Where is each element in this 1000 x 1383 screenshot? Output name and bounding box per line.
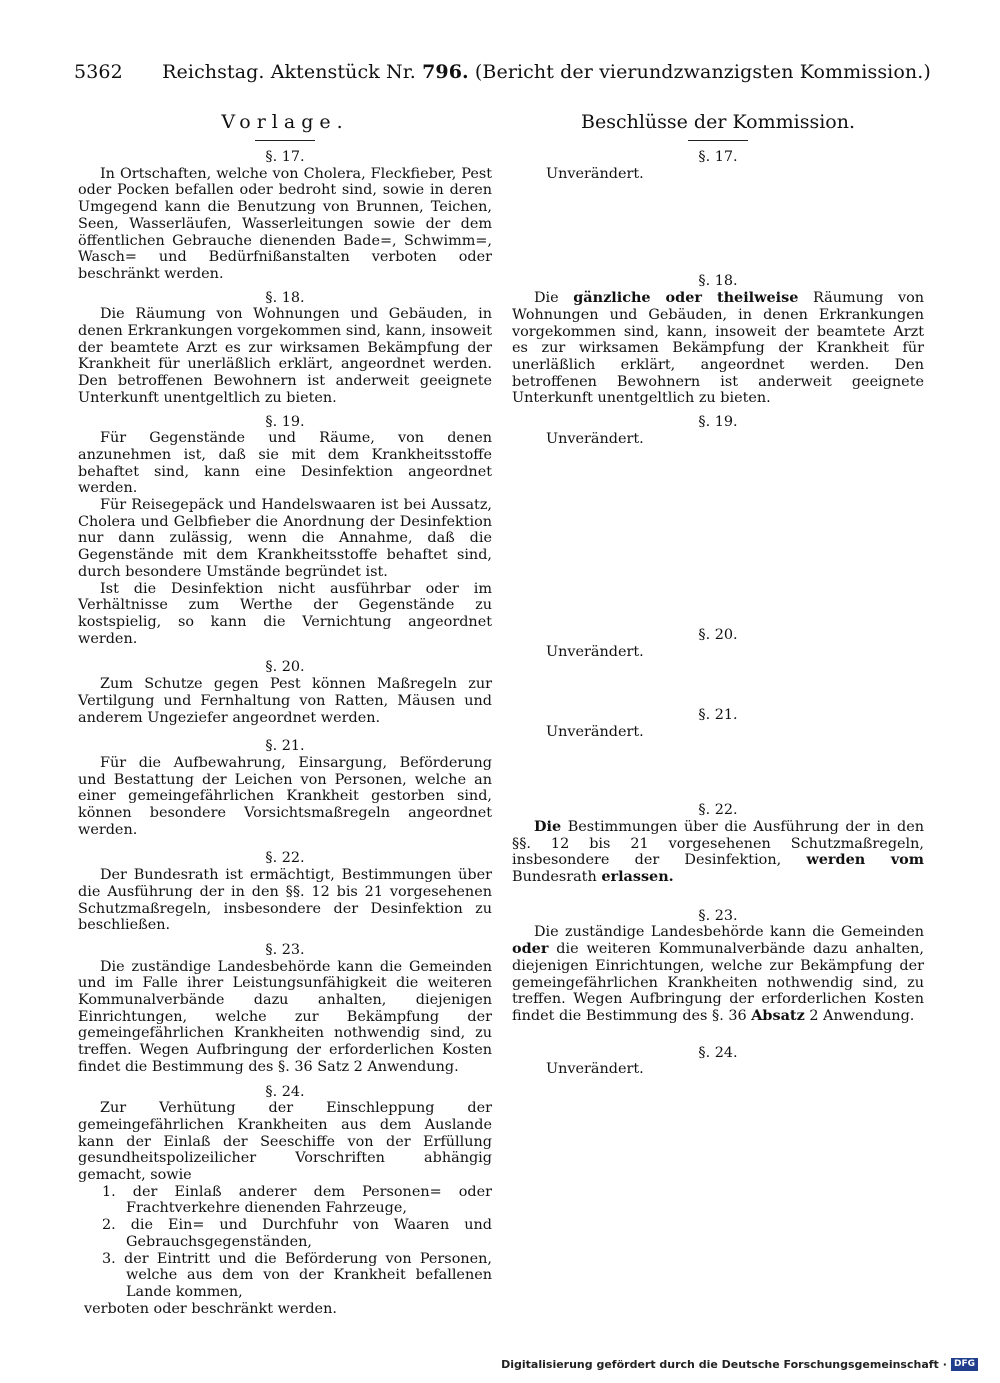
section-heading: §. 18.: [698, 273, 738, 290]
right-section-22: [512, 802, 924, 886]
right-section-21: [512, 707, 924, 740]
section-text: Für Gegenstände und Räume, von denen anzunehmen ist, daß sie mit dem Krankheitsstoffe behaftet sind, kann eine Desinfektion angeordnet werden.: [78, 430, 492, 497]
section-text: In Ortschaften, welche von Cholera, Fleckfieber, Pest oder Pocken befallen oder bedroht sind, sowie in deren Umgegend kann die Benutzung von Brunnen, Teichen, Seen, Wasserläufen, Wasserleitungen sowie der dem öffentlichen Gebrauche dienenden Bade=, Schwimm=, Wasch= und Bedürfnißanstalten verboten oder beschränkt werden.: [78, 165, 492, 282]
section-text: [512, 924, 924, 1024]
list-item: 2. die Ein= und Durchfuhr von Waaren und Gebrauchsgegenständen,: [102, 1217, 492, 1250]
section-heading: §. 19.: [698, 414, 738, 431]
amendment-bold: erlassen.: [601, 868, 674, 886]
section-heading: §. 24.: [265, 1083, 305, 1100]
section-text: Für Reisegepäck und Handelswaaren ist bei Aussatz, Cholera und Gelbfieber die Anordnung der Desinfektion nur dann zulässig, wenn die Annahme, daß die Gegenstände mit dem Krankheitsstoffe behaftet sind, durch besondere Umstände begründet ist.: [78, 497, 492, 580]
list-item: 3. der Eintritt und die Beförderung von Personen, welche aus dem von der Krankheit befallenen Lande kommen,: [102, 1250, 492, 1300]
left-section-21: [78, 738, 492, 838]
right-section-19: [512, 414, 924, 447]
text-run: 2 Anwendung.: [809, 1007, 915, 1024]
unchanged-note: Unverändert.: [546, 430, 644, 447]
section-heading: §. 21.: [265, 738, 305, 755]
section-text: [512, 819, 924, 886]
left-section-17: [78, 149, 492, 283]
left-section-19: [78, 414, 492, 648]
section-heading: §. 18.: [265, 289, 305, 306]
section-heading: §. 22.: [698, 802, 738, 819]
unchanged-note: Unverändert.: [546, 165, 644, 182]
right-section-20: [512, 627, 924, 660]
page-number: 5362: [74, 61, 123, 83]
section-list: [78, 1184, 492, 1301]
left-column-title: Vorlage.: [221, 111, 349, 133]
right-section-23: [512, 908, 924, 1025]
dfg-logo-icon: DFG: [951, 1358, 978, 1371]
section-heading: §. 21.: [698, 706, 738, 723]
section-text: Die Räumung von Wohnungen und Gebäuden, in denen Erkrankungen vorgekommen sind, kann, insoweit der beamtete Arzt es zur wirksamen Bekämpfung der Krankheit für unerläßlich erklärt, angeordnet werden. Den betroffenen Bewohnern ist anderweit geeignete Unterkunft unentgeltlich zu bieten.: [78, 306, 492, 406]
left-column-vorlage: [78, 110, 492, 1317]
list-item: 1. der Einlaß anderer dem Personen= oder Frachtverkehre dienenden Fahrzeuge,: [102, 1183, 492, 1217]
section-heading: §. 22.: [265, 850, 305, 867]
left-section-18: [78, 290, 492, 407]
section-text: Der Bundesrath ist ermächtigt, Bestimmungen über die Ausführung der in den §§. 12 bis 21 vorgesehenen Schutzmaßregeln, insbesondere der Desinfektion zu beschließen.: [78, 867, 492, 934]
left-section-20: [78, 659, 492, 726]
digitization-footer: Digitalisierung gefördert durch die Deutsche Forschungsgemeinschaft · DFG: [501, 1358, 978, 1371]
section-heading: §. 20.: [265, 659, 305, 676]
amendment-bold: Absatz: [751, 1006, 805, 1024]
section-heading: §. 20.: [698, 627, 738, 644]
section-heading: §. 23.: [698, 907, 738, 924]
section-heading: §. 17.: [265, 149, 305, 165]
left-section-23: [78, 942, 492, 1076]
section-text: Ist die Desinfektion nicht ausführbar oder im Verhältnisse zum Werthe der Gegenstände zu kostspielig, so kann die Vernichtung angeordnet werden.: [78, 580, 492, 647]
right-section-17: [512, 149, 924, 182]
left-section-22: [78, 850, 492, 934]
section-text: Zur Verhütung der Einschleppung der gemeingefährlichen Krankheiten aus dem Auslande kann der Einlaß der Seeschiffe von der Erfüllung gesundheitspolizeilicher Vorschriften abhängig gemacht, sowie: [78, 1100, 492, 1184]
text-run: die weiteren Kommunalverbände dazu anhalten, diejenigen Einrichtungen, welche zur Bekämpfung der gemeingefährlichen Krankheiten nothwendig sind, zu treffen. Wegen Aufbringung der erforderlichen Kosten findet die Bestimmung des §. 36: [512, 941, 924, 1024]
page-header: [74, 60, 931, 84]
header-title-suffix: (Bericht der vierundzwanzigsten Kommission.): [474, 61, 931, 83]
section-text: Die zuständige Landesbehörde kann die Gemeinden und im Falle ihrer Leistungsunfähigkeit die weiteren Kommunalverbände dazu anhalten, diejenigen Einrichtungen, welche zur Bekämpfung der gemeingefährlichen Krankheiten nothwendig sind, zu treffen. Wegen Aufbringung der erforderlichen Kosten findet die Bestimmung des §. 36 Satz 2 Anwendung.: [78, 958, 492, 1075]
footer-credit-text: Digitalisierung gefördert durch die Deutsche Forschungsgemeinschaft: [501, 1358, 939, 1371]
section-heading: §. 24.: [698, 1044, 738, 1061]
header-title-prefix: Reichstag. Aktenstück Nr.: [162, 61, 416, 83]
section-heading: §. 17.: [698, 149, 738, 165]
text-run: Räumung von Wohnungen und Gebäuden, in denen Erkrankungen vorgekommen sind, kann, insoweit der beamtete Arzt es zur wirksamen Bekämpfung der Krankheit für unerläßlich erklärt, angeordnet werden. Den betroffenen Bewohnern ist anderweit geeignete Unterkunft unentgeltlich zu bieten.: [512, 290, 925, 407]
unchanged-note: Unverändert.: [546, 644, 644, 661]
left-title-rule: [255, 140, 315, 141]
amendment-bold: Die: [534, 817, 562, 835]
section-heading: §. 19.: [265, 413, 305, 430]
text-run: Bundesrath: [512, 869, 597, 886]
unchanged-note: Unverändert.: [546, 723, 644, 740]
header-document-number: 796.: [422, 61, 469, 83]
text-run: Bestimmungen über die Ausführung der in den §§. 12 bis 21 vorgesehenen Schutzmaßregeln, insbesondere der Desinfektion,: [512, 818, 924, 869]
text-run: Die zuständige Landesbehörde kann die Gemeinden: [534, 924, 924, 941]
section-text: Für die Aufbewahrung, Einsargung, Beförderung und Bestattung der Leichen von Personen, welche an einer gemeingefährlichen Krankheit gestorben sind, können besondere Vorsichtsmaßregeln angeordnet werden.: [78, 754, 492, 838]
left-section-24: [78, 1084, 492, 1318]
unchanged-note: Unverändert.: [546, 1061, 644, 1078]
right-section-24: [512, 1045, 924, 1078]
right-column-title: Beschlüsse der Kommission.: [581, 111, 855, 133]
amendment-bold: werden vom: [806, 851, 925, 869]
section-closing-text: verboten oder beschränkt werden.: [84, 1300, 337, 1317]
amendment-bold: gänzliche oder theilweise: [573, 289, 799, 307]
section-text: Zum Schutze gegen Pest können Maßregeln zur Vertilgung und Fernhaltung von Ratten, Mäusen und anderem Ungeziefer angeordnet werden.: [78, 676, 492, 726]
amendment-bold: oder: [512, 940, 549, 958]
section-text: [512, 290, 924, 407]
text-run: Die: [534, 290, 559, 307]
right-title-rule: [688, 140, 748, 141]
right-section-18: [512, 273, 924, 407]
right-column-beschluesse: [512, 110, 924, 1078]
section-heading: §. 23.: [265, 941, 305, 958]
